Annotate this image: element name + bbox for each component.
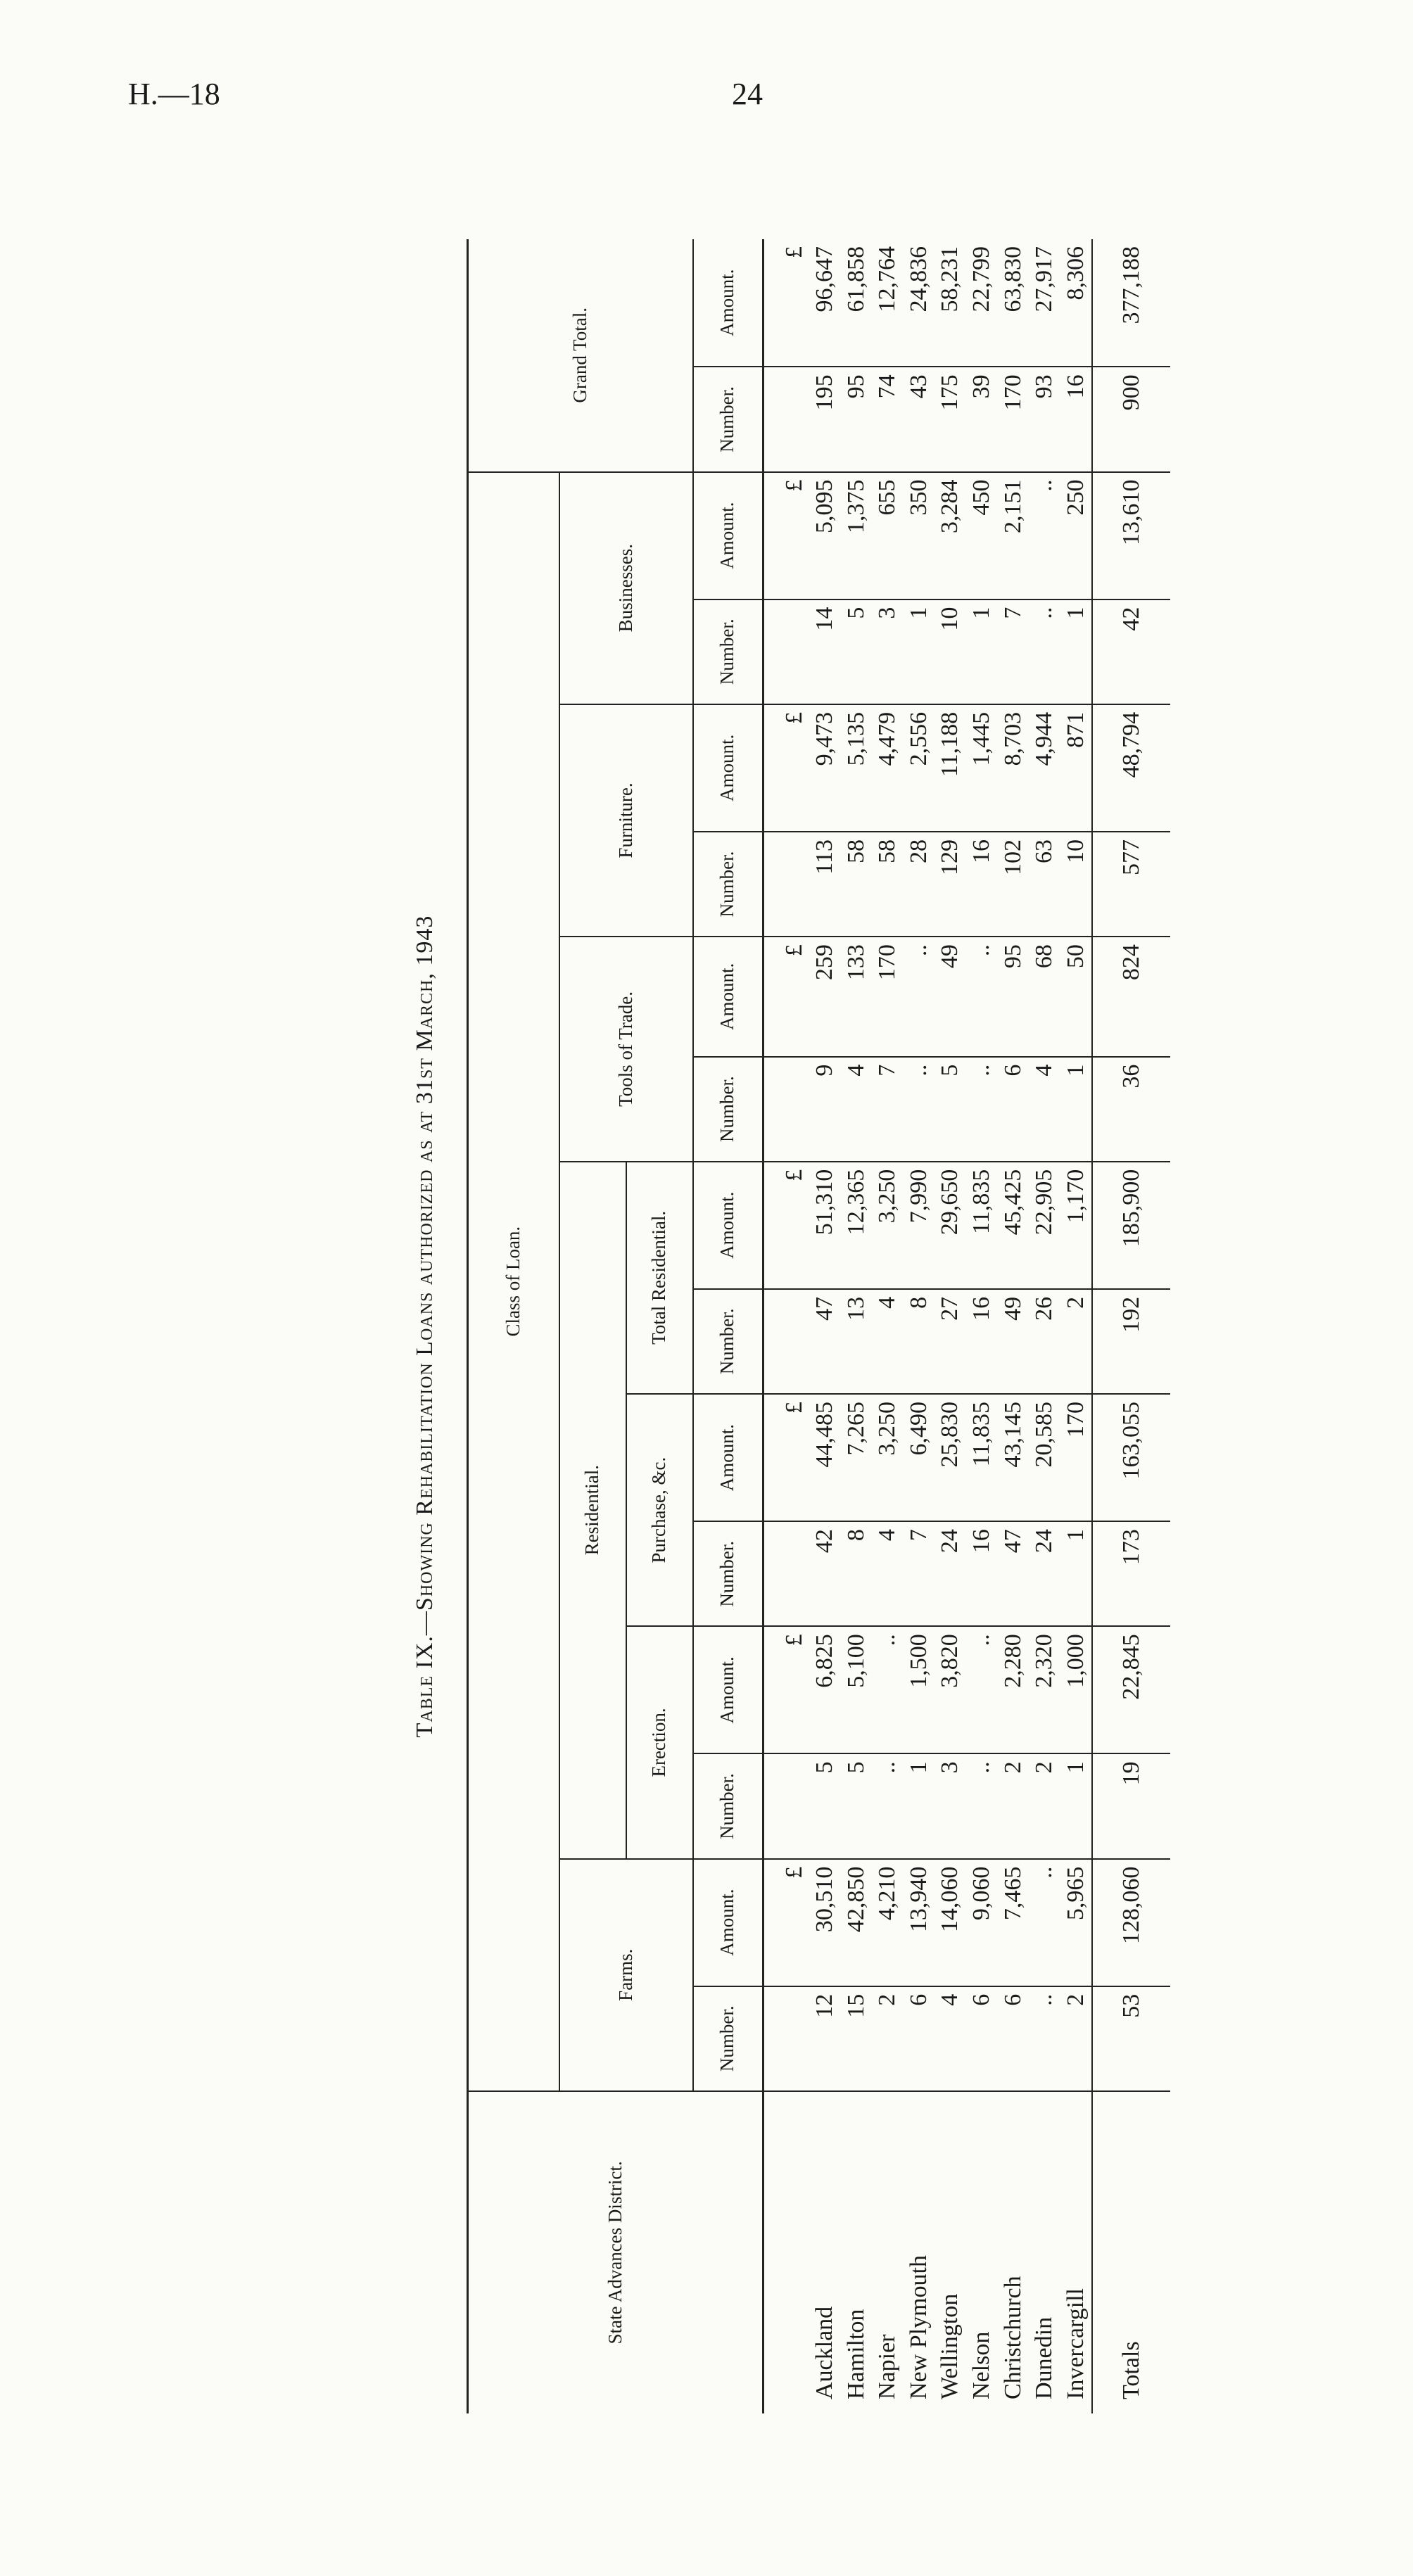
header-erection: Erection.	[626, 1626, 693, 1858]
table-row	[809, 239, 841, 2413]
table-row	[966, 239, 998, 2413]
cell-farms-n: 12	[809, 1986, 841, 2091]
cell-purch-a: 44,485	[809, 1394, 841, 1521]
cell-erect-n: 5	[809, 1753, 841, 1858]
district-name: Invercargill	[1062, 2288, 1089, 2399]
cell-totres-n: 2	[1060, 1289, 1092, 1394]
cell-bus-a: 450	[966, 472, 998, 599]
currency-spacer	[763, 1753, 810, 1858]
cell-bus-n: 7	[997, 599, 1029, 704]
cell-grand-a: 24,836	[904, 239, 935, 367]
cell-farms-n: ..	[1029, 1986, 1060, 2091]
cell-erect-a: 1,500	[904, 1626, 935, 1753]
cell-erect-n: 5	[841, 1753, 873, 1858]
cell-bus-n: 42	[1092, 599, 1170, 704]
totals-row	[1092, 239, 1170, 2413]
currency-spacer	[763, 1057, 810, 1162]
cell-bus-n: 1	[966, 599, 998, 704]
header-class-of-loan: Class of Loan.	[468, 472, 559, 2091]
cell-erect-a: 3,820	[934, 1626, 966, 1753]
cell-furn-a: 9,473	[809, 704, 841, 832]
cell-bus-n: 10	[934, 599, 966, 704]
cell-purch-a: 11,835	[966, 1394, 998, 1521]
header-number: Number.	[693, 1521, 763, 1626]
cell-farms-n: 2	[872, 1986, 904, 2091]
cell-farms-n: 2	[1060, 1986, 1092, 2091]
cell-erect-n: 2	[997, 1753, 1029, 1858]
cell-tools-a: 259	[809, 937, 841, 1056]
table-caption-text: Table IX.—Showing Rehabilitation Loans authorized as at 31st March, 1943	[412, 915, 438, 1738]
cell-erect-a: 1,000	[1060, 1626, 1092, 1753]
currency-spacer	[763, 367, 810, 471]
header-amount: Amount.	[693, 239, 763, 367]
cell-grand-a: 96,647	[809, 239, 841, 367]
cell-purch-n: 24	[1029, 1521, 1060, 1626]
cell-tools-n: ..	[904, 1057, 935, 1162]
cell-bus-n: 1	[1060, 599, 1092, 704]
cell-furn-a: 5,135	[841, 704, 873, 832]
cell-purch-n: 47	[997, 1521, 1029, 1626]
header-grand-total: Grand Total.	[468, 239, 693, 472]
cell-furn-a: 48,794	[1092, 704, 1170, 832]
cell-farms-a: ..	[1029, 1859, 1060, 1986]
cell-tools-a: 49	[934, 937, 966, 1056]
cell-tools-a: 824	[1092, 937, 1170, 1056]
district-name: Nelson	[968, 2331, 994, 2399]
cell-purch-n: 4	[872, 1521, 904, 1626]
currency-spacer	[763, 1521, 810, 1626]
cell-farms-a: 9,060	[966, 1859, 998, 1986]
cell-totres-n: 192	[1092, 1289, 1170, 1394]
cell-tools-a: 68	[1029, 937, 1060, 1056]
cell-tools-a: ..	[904, 937, 935, 1056]
cell-grand-n: 195	[809, 367, 841, 471]
cell-furn-n: 28	[904, 832, 935, 937]
cell-purch-n: 8	[841, 1521, 873, 1626]
cell-bus-a: 5,095	[809, 472, 841, 599]
header-number: Number.	[693, 832, 763, 937]
currency-symbol: £	[763, 472, 810, 599]
cell-grand-a: 61,858	[841, 239, 873, 367]
header-amount: Amount.	[693, 1626, 763, 1753]
cell-grand-n: 16	[1060, 367, 1092, 471]
cell-purch-a: 43,145	[997, 1394, 1029, 1521]
cell-tools-n: 6	[997, 1057, 1029, 1162]
district-name: New Plymouth	[905, 2255, 932, 2399]
cell-totres-n: 13	[841, 1289, 873, 1394]
currency-symbol: £	[763, 937, 810, 1056]
currency-symbol: £	[763, 1394, 810, 1521]
cell-bus-a: 13,610	[1092, 472, 1170, 599]
header-farms: Farms.	[559, 1859, 693, 2091]
cell-furn-a: 11,188	[934, 704, 966, 832]
table-body	[763, 239, 1171, 2413]
currency-spacer	[763, 599, 810, 704]
cell-bus-a: 250	[1060, 472, 1092, 599]
header-number: Number.	[693, 599, 763, 704]
cell-furn-n: 102	[997, 832, 1029, 937]
cell-grand-n: 39	[966, 367, 998, 471]
cell-farms-a: 13,940	[904, 1859, 935, 1986]
currency-row	[763, 239, 810, 2413]
header-amount: Amount.	[693, 704, 763, 832]
header-amount: Amount.	[693, 937, 763, 1056]
cell-purch-n: 16	[966, 1521, 998, 1626]
cell-furn-a: 1,445	[966, 704, 998, 832]
cell-bus-n: 3	[872, 599, 904, 704]
cell-furn-n: 129	[934, 832, 966, 937]
header-number: Number.	[693, 1753, 763, 1858]
currency-spacer	[763, 1289, 810, 1394]
cell-totres-a: 185,900	[1092, 1162, 1170, 1289]
cell-erect-a: 2,320	[1029, 1626, 1060, 1753]
cell-purch-a: 7,265	[841, 1394, 873, 1521]
page-number: 24	[732, 77, 763, 111]
cell-farms-a: 30,510	[809, 1859, 841, 1986]
cell-grand-n: 175	[934, 367, 966, 471]
cell-farms-n: 6	[966, 1986, 998, 2091]
cell-totres-n: 26	[1029, 1289, 1060, 1394]
currency-symbol: £	[763, 239, 810, 367]
table-row	[1029, 239, 1060, 2413]
cell-purch-a: 6,490	[904, 1394, 935, 1521]
cell-erect-n: 2	[1029, 1753, 1060, 1858]
cell-grand-a: 63,830	[997, 239, 1029, 367]
cell-bus-n: 14	[809, 599, 841, 704]
cell-erect-n: 19	[1092, 1753, 1170, 1858]
header-number: Number.	[693, 1986, 763, 2091]
cell-erect-a: ..	[872, 1626, 904, 1753]
cell-furn-a: 8,703	[997, 704, 1029, 832]
currency-spacer	[763, 832, 810, 937]
table-row	[1060, 239, 1092, 2413]
cell-tools-a: 170	[872, 937, 904, 1056]
table-row	[872, 239, 904, 2413]
table-row	[841, 239, 873, 2413]
table-caption	[412, 239, 462, 2413]
cell-bus-a: 2,151	[997, 472, 1029, 599]
cell-totres-n: 4	[872, 1289, 904, 1394]
district-name: Napier	[874, 2334, 901, 2399]
cell-furn-n: 113	[809, 832, 841, 937]
header-total-residential: Total Residential.	[626, 1162, 693, 1394]
cell-erect-a: 22,845	[1092, 1626, 1170, 1753]
cell-grand-a: 377,188	[1092, 239, 1170, 367]
rotated-table-block	[412, 239, 1172, 2413]
cell-totres-a: 51,310	[809, 1162, 841, 1289]
header-residential: Residential.	[559, 1162, 626, 1859]
cell-furn-a: 4,944	[1029, 704, 1060, 832]
header-amount: Amount.	[693, 1859, 763, 1986]
cell-purch-n: 7	[904, 1521, 935, 1626]
totals-label: Totals	[1092, 2091, 1170, 2413]
document-reference: H.—18	[128, 77, 220, 111]
cell-tools-n: 5	[934, 1057, 966, 1162]
cell-grand-n: 93	[1029, 367, 1060, 471]
cell-totres-a: 3,250	[872, 1162, 904, 1289]
currency-symbol: £	[763, 1162, 810, 1289]
cell-bus-n: 1	[904, 599, 935, 704]
cell-bus-a: 1,375	[841, 472, 873, 599]
cell-furn-n: 58	[872, 832, 904, 937]
cell-totres-n: 16	[966, 1289, 998, 1394]
rehabilitation-loans-table	[467, 239, 1170, 2413]
cell-tools-a: 50	[1060, 937, 1092, 1056]
cell-totres-a: 11,835	[966, 1162, 998, 1289]
cell-erect-a: 2,280	[997, 1626, 1029, 1753]
cell-bus-a: 655	[872, 472, 904, 599]
cell-furn-n: 58	[841, 832, 873, 937]
district-name: Christchurch	[999, 2276, 1026, 2399]
cell-tools-n: 4	[841, 1057, 873, 1162]
district-name: Hamilton	[842, 2309, 869, 2399]
cell-totres-n: 47	[809, 1289, 841, 1394]
district-name: Auckland	[811, 2306, 838, 2399]
cell-bus-n: ..	[1029, 599, 1060, 704]
cell-totres-a: 45,425	[997, 1162, 1029, 1289]
table-row	[997, 239, 1029, 2413]
header-purchase: Purchase, &c.	[626, 1394, 693, 1626]
cell-tools-n: 9	[809, 1057, 841, 1162]
cell-farms-a: 128,060	[1092, 1859, 1170, 1986]
cell-grand-a: 58,231	[934, 239, 966, 367]
cell-totres-a: 7,990	[904, 1162, 935, 1289]
cell-tools-n: 7	[872, 1057, 904, 1162]
header-amount: Amount.	[693, 1162, 763, 1289]
cell-purch-a: 170	[1060, 1394, 1092, 1521]
cell-farms-n: 15	[841, 1986, 873, 2091]
header-tools-of-trade: Tools of Trade.	[559, 937, 693, 1162]
cell-furn-n: 10	[1060, 832, 1092, 937]
cell-tools-n: 36	[1092, 1057, 1170, 1162]
cell-purch-a: 20,585	[1029, 1394, 1060, 1521]
cell-farms-a: 42,850	[841, 1859, 873, 1986]
cell-totres-a: 22,905	[1029, 1162, 1060, 1289]
cell-totres-n: 8	[904, 1289, 935, 1394]
cell-farms-n: 53	[1092, 1986, 1170, 2091]
cell-totres-n: 27	[934, 1289, 966, 1394]
cell-purch-n: 42	[809, 1521, 841, 1626]
cell-erect-n: 1	[1060, 1753, 1092, 1858]
cell-totres-a: 1,170	[1060, 1162, 1092, 1289]
cell-erect-n: ..	[872, 1753, 904, 1858]
cell-grand-a: 22,799	[966, 239, 998, 367]
cell-grand-n: 900	[1092, 367, 1170, 471]
table-row	[904, 239, 935, 2413]
cell-purch-a: 3,250	[872, 1394, 904, 1521]
cell-erect-a: 5,100	[841, 1626, 873, 1753]
cell-purch-n: 24	[934, 1521, 966, 1626]
header-businesses: Businesses.	[559, 472, 693, 704]
cell-tools-a: 133	[841, 937, 873, 1056]
cell-totres-n: 49	[997, 1289, 1029, 1394]
table-row	[934, 239, 966, 2413]
cell-tools-a: ..	[966, 937, 998, 1056]
cell-furn-a: 871	[1060, 704, 1092, 832]
cell-bus-a: 350	[904, 472, 935, 599]
cell-farms-n: 6	[997, 1986, 1029, 2091]
cell-furn-a: 2,556	[904, 704, 935, 832]
cell-farms-n: 6	[904, 1986, 935, 2091]
header-amount: Amount.	[693, 1394, 763, 1521]
cell-bus-a: ..	[1029, 472, 1060, 599]
cell-grand-n: 95	[841, 367, 873, 471]
cell-farms-a: 4,210	[872, 1859, 904, 1986]
cell-furn-n: 577	[1092, 832, 1170, 937]
cell-farms-a: 7,465	[997, 1859, 1029, 1986]
cell-totres-a: 29,650	[934, 1162, 966, 1289]
cell-farms-a: 5,965	[1060, 1859, 1092, 1986]
cell-bus-n: 5	[841, 599, 873, 704]
currency-spacer	[763, 2091, 810, 2413]
header-amount: Amount.	[693, 472, 763, 599]
cell-grand-a: 8,306	[1060, 239, 1092, 367]
cell-tools-n: 4	[1029, 1057, 1060, 1162]
cell-tools-n: 1	[1060, 1057, 1092, 1162]
cell-purch-n: 1	[1060, 1521, 1092, 1626]
currency-symbol: £	[763, 1626, 810, 1753]
cell-erect-n: 3	[934, 1753, 966, 1858]
cell-tools-n: ..	[966, 1057, 998, 1162]
cell-grand-n: 74	[872, 367, 904, 471]
cell-grand-a: 12,764	[872, 239, 904, 367]
cell-erect-a: 6,825	[809, 1626, 841, 1753]
cell-purch-a: 163,055	[1092, 1394, 1170, 1521]
header-number: Number.	[693, 367, 763, 471]
cell-erect-a: ..	[966, 1626, 998, 1753]
cell-tools-a: 95	[997, 937, 1029, 1056]
cell-grand-a: 27,917	[1029, 239, 1060, 367]
currency-symbol: £	[763, 1859, 810, 1986]
cell-bus-a: 3,284	[934, 472, 966, 599]
header-furniture: Furniture.	[559, 704, 693, 937]
cell-totres-a: 12,365	[841, 1162, 873, 1289]
header-number: Number.	[693, 1289, 763, 1394]
header-district: State Advances District.	[468, 2091, 763, 2413]
header-number: Number.	[693, 1057, 763, 1162]
currency-symbol: £	[763, 704, 810, 832]
cell-erect-n: ..	[966, 1753, 998, 1858]
district-name: Dunedin	[1031, 2316, 1058, 2399]
cell-erect-n: 1	[904, 1753, 935, 1858]
cell-grand-n: 43	[904, 367, 935, 471]
cell-purch-a: 25,830	[934, 1394, 966, 1521]
cell-furn-a: 4,479	[872, 704, 904, 832]
cell-grand-n: 170	[997, 367, 1029, 471]
cell-furn-n: 63	[1029, 832, 1060, 937]
cell-purch-n: 173	[1092, 1521, 1170, 1626]
cell-farms-n: 4	[934, 1986, 966, 2091]
cell-farms-a: 14,060	[934, 1859, 966, 1986]
cell-furn-n: 16	[966, 832, 998, 937]
district-name: Wellington	[937, 2293, 963, 2399]
currency-spacer	[763, 1986, 810, 2091]
